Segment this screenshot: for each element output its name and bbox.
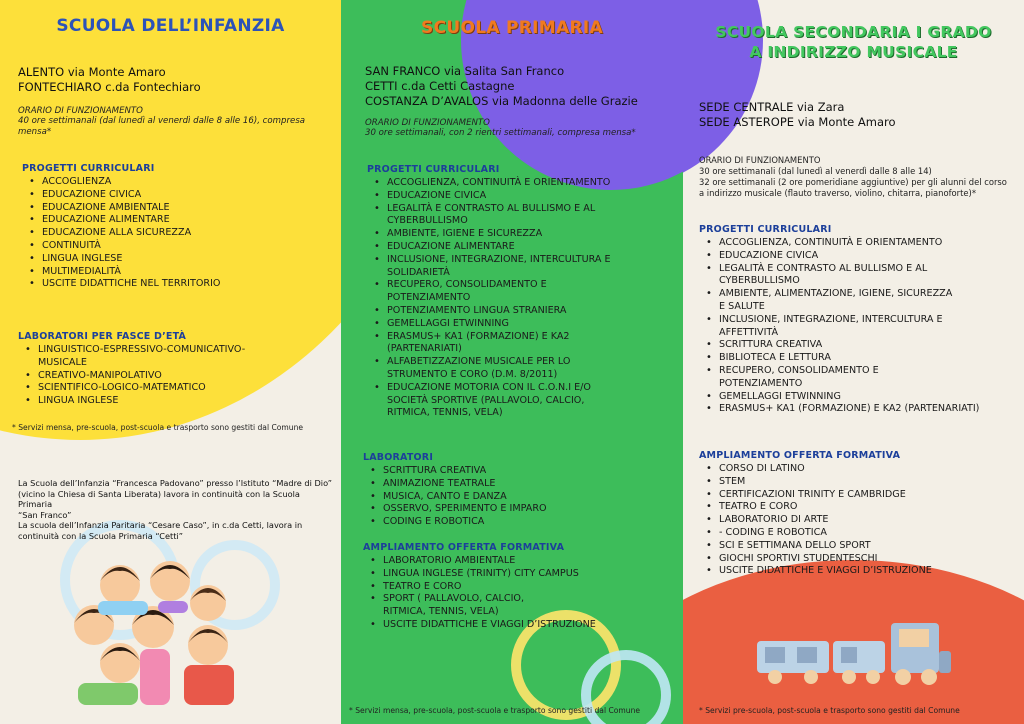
paragraph-line: (vicino la Chiesa di Santa Liberata) lavora in continuità con la Scuola Primaria [18,488,300,510]
list-item: • LEGALITÀ E CONTRASTO AL BULLISMO E AL [699,263,1021,276]
list-item: • LEGALITÀ E CONTRASTO AL BULLISMO E AL [367,203,679,216]
address-line: FONTECHIARO c.da Fontechiaro [18,80,201,94]
secondaria-panel [683,0,1024,724]
primaria-title: SCUOLA PRIMARIA [421,18,603,38]
list-item: • ACCOGLIENZA, CONTINUITÀ E ORIENTAMENTO [367,177,679,190]
list-item: • CONTINUITÀ [22,240,332,253]
list-item: • AMBIENTE, ALIMENTAZIONE, IGIENE, SICUREZZA [699,288,1021,301]
list-item: • USCITE DIDATTICHE NEL TERRITORIO [22,278,332,291]
list-item: • LINGUA INGLESE [18,395,338,408]
orario-text: 40 ore settimanali (dal lunedì al venerdì dalle 8 alle 16), compresa mensa* [18,116,306,137]
list-item: • EDUCAZIONE ALIMENTARE [22,214,332,227]
secondaria-progetti [699,224,1021,416]
paragraph-line: La scuola dell’Infanzia Paritaria “Cesare Caso”, in c.da Cetti, lavora in [18,520,303,531]
list-item: • EDUCAZIONE CIVICA [367,190,679,203]
infanzia-laboratori [18,331,338,408]
list-item: • TEATRO E CORO [699,501,1021,514]
list-item: • EDUCAZIONE CIVICA [22,189,332,202]
orario-line: a indirizzo musicale (flauto traverso, violino, chitarra, pianoforte)* [699,188,977,198]
list-item: STRUMENTO E CORO (D.M. 8/2011) [387,368,558,380]
infanzia-orario [18,106,338,138]
list-item: RITMICA, TENNIS, VELA) [383,606,499,618]
address-line: SAN FRANCO via Salita San Franco [365,64,565,78]
section-heading: LABORATORI [363,452,434,463]
section-heading: PROGETTI CURRICULARI [699,224,832,235]
secondaria-note: * Servizi pre-scuola, post-scuola e trasporto sono gestiti dal Comune [699,706,960,715]
infanzia-title: SCUOLA DELL’INFANZIA [56,16,285,36]
list-item: • CODING E ROBOTICA [363,516,679,529]
list-item: CYBERBULLISMO [387,215,468,227]
orario-line: 30 ore settimanali (dal lunedì al venerdì dalle 8 alle 14) [699,166,932,176]
primaria-laboratori [363,452,679,529]
list-item: CYBERBULLISMO [719,275,800,287]
list-item: • ERASMUS+ KA1 (FORMAZIONE) E KA2 (PARTENARIATI) [699,403,1021,416]
list-item: • POTENZIAMENTO LINGUA STRANIERA [367,305,679,318]
paragraph-line: La Scuola dell’Infanzia “Francesca Padovano” presso l’Istituto “Madre di Dio” [18,478,333,488]
list-item: • USCITE DIDATTICHE E VIAGGI D’ISTRUZIONE [699,565,1021,578]
primaria-panel [341,0,683,724]
list-item: POTENZIAMENTO [387,292,471,304]
primaria-note: * Servizi mensa, pre-scuola, post-scuola e trasporto sono gestiti dal Comune [349,706,641,715]
address-line: COSTANZA D’AVALOS via Madonna delle Grazie [365,94,638,108]
infanzia-progetti [22,163,332,291]
orario-text: 30 ore settimanali, con 2 rientri settimanali, compresa mensa* [365,128,636,138]
list-item: • INCLUSIONE, INTEGRAZIONE, INTERCULTURA E [699,314,1021,327]
list-item: • LINGUA INGLESE (TRINITY) CITY CAMPUS [363,568,679,581]
secondaria-orario [699,155,1021,199]
list-item: RITMICA, TENNIS, VELA) [387,407,503,419]
list-item: • LABORATORIO AMBIENTALE [363,555,679,568]
orario-heading: ORARIO DI FUNZIONAMENTO [18,106,143,116]
list-item: • SCRITTURA CREATIVA [363,465,679,478]
list-item: • GEMELLAGGI ETWINNING [367,318,679,331]
list-item: • CREATIVO-MANIPOLATIVO [18,370,338,383]
list-item: • USCITE DIDATTICHE E VIAGGI D’ISTRUZIONE [363,619,679,632]
list-item: • LINGUA INGLESE [22,253,332,266]
infanzia-note: * Servizi mensa, pre-scuola, post-scuola e trasporto sono gestiti dal Comune [12,423,304,432]
section-heading: AMPLIAMENTO OFFERTA FORMATIVA [699,450,901,461]
list-item: • EDUCAZIONE ALIMENTARE [367,241,679,254]
section-heading: AMPLIAMENTO OFFERTA FORMATIVA [363,542,565,553]
orario-heading: ORARIO DI FUNZIONAMENTO [699,155,821,165]
list-item: • LABORATORIO DI ARTE [699,514,1021,527]
list-item: • MUSICA, CANTO E DANZA [363,491,679,504]
list-item: • LINGUISTICO-ESPRESSIVO-COMUNICATIVO- [18,344,338,357]
section-heading: LABORATORI PER FASCE D’ETÀ [18,331,187,342]
infanzia-paragraph [18,478,336,542]
list-item: • OSSERVO, SPERIMENTO E IMPARO [363,503,679,516]
list-item: • RECUPERO, CONSOLIDAMENTO E [367,279,679,292]
list-item: • ACCOGLIENZA, CONTINUITÀ E ORIENTAMENTO [699,237,1021,250]
list-item: POTENZIAMENTO [719,377,803,389]
secondaria-ampliamento [699,450,1021,578]
list-item: MUSICALE [38,356,87,368]
list-item: • ACCOGLIENZA [22,176,332,189]
section-heading: PROGETTI CURRICULARI [367,164,500,175]
list-item: E SALUTE [719,300,765,312]
primaria-ampliamento [363,542,679,632]
list-item: • GIOCHI SPORTIVI STUDENTESCHI [699,553,1021,566]
orario-line: 32 ore settimanali (2 ore pomeridiane aggiuntive) per gli alunni del corso [699,177,1007,187]
list-item: • AMBIENTE, IGIENE E SICUREZZA [367,228,679,241]
list-item: • RECUPERO, CONSOLIDAMENTO E [699,365,1021,378]
ampliamento-list [699,463,1021,578]
title-line: A INDIRIZZO MUSICALE [749,43,958,61]
infanzia-panel [0,0,341,724]
primaria-progetti [367,164,679,420]
paragraph-line: “San Franco” [18,509,72,520]
list-item: • ANIMAZIONE TEATRALE [363,478,679,491]
list-item: • EDUCAZIONE AMBIENTALE [22,202,332,215]
primaria-orario [365,118,681,139]
address-line: SEDE ASTEROPE via Monte Amaro [699,115,896,129]
list-item: • CERTIFICAZIONI TRINITY E CAMBRIDGE [699,489,1021,502]
progetti-list [367,177,679,420]
list-item: • SCIENTIFICO-LOGICO-MATEMATICO [18,382,338,395]
list-item: • EDUCAZIONE MOTORIA CON IL C.O.N.I E/O [367,382,679,395]
list-item: • GEMELLAGGI ETWINNING [699,391,1021,404]
ampliamento-list [363,555,679,632]
list-item: • BIBLIOTECA E LETTURA [699,352,1021,365]
progetti-list [22,176,332,291]
orario-heading: ORARIO DI FUNZIONAMENTO [365,118,490,128]
laboratori-list [363,465,679,529]
list-item: AFFETTIVITÀ [719,326,779,338]
list-item: SOLIDARIETÀ [387,266,450,278]
list-item: • - CODING E ROBOTICA [699,527,1021,540]
list-item: • CORSO DI LATINO [699,463,1021,476]
laboratori-list [18,344,338,408]
paragraph-line: continuità con la Scuola Primaria “Cetti” [18,530,183,541]
section-heading: PROGETTI CURRICULARI [22,163,155,174]
list-item: • ALFABETIZZAZIONE MUSICALE PER LO [367,356,679,369]
list-item: • MULTIMEDIALITÀ [22,266,332,279]
toy-train-illustration [753,615,953,695]
list-item: • EDUCAZIONE ALLA SICUREZZA [22,227,332,240]
address-line: CETTI c.da Cetti Castagne [365,79,515,93]
address-line: SEDE CENTRALE via Zara [699,100,845,114]
address-line: ALENTO via Monte Amaro [18,65,166,79]
list-item: • INCLUSIONE, INTEGRAZIONE, INTERCULTURA E [367,254,679,267]
secondaria-title [683,22,1024,62]
list-item: • SPORT ( PALLAVOLO, CALCIO, [363,593,679,606]
list-item: (PARTENARIATI) [387,343,462,355]
list-item: • STEM [699,476,1021,489]
list-item: • SCRITTURA CREATIVA [699,339,1021,352]
list-item: • EDUCAZIONE CIVICA [699,250,1021,263]
list-item: • SCI E SETTIMANA DELLO SPORT [699,540,1021,553]
list-item: • TEATRO E CORO [363,581,679,594]
list-item: SOCIETÀ SPORTIVE (PALLAVOLO, CALCIO, [387,394,585,406]
secondaria-addresses [699,100,896,130]
title-line: SCUOLA SECONDARIA I GRADO [715,23,992,41]
children-illustration [58,545,258,705]
primaria-addresses [365,64,638,109]
progetti-list [699,237,1021,416]
infanzia-addresses [18,65,201,95]
list-item: • ERASMUS+ KA1 (FORMAZIONE) E KA2 [367,331,679,344]
